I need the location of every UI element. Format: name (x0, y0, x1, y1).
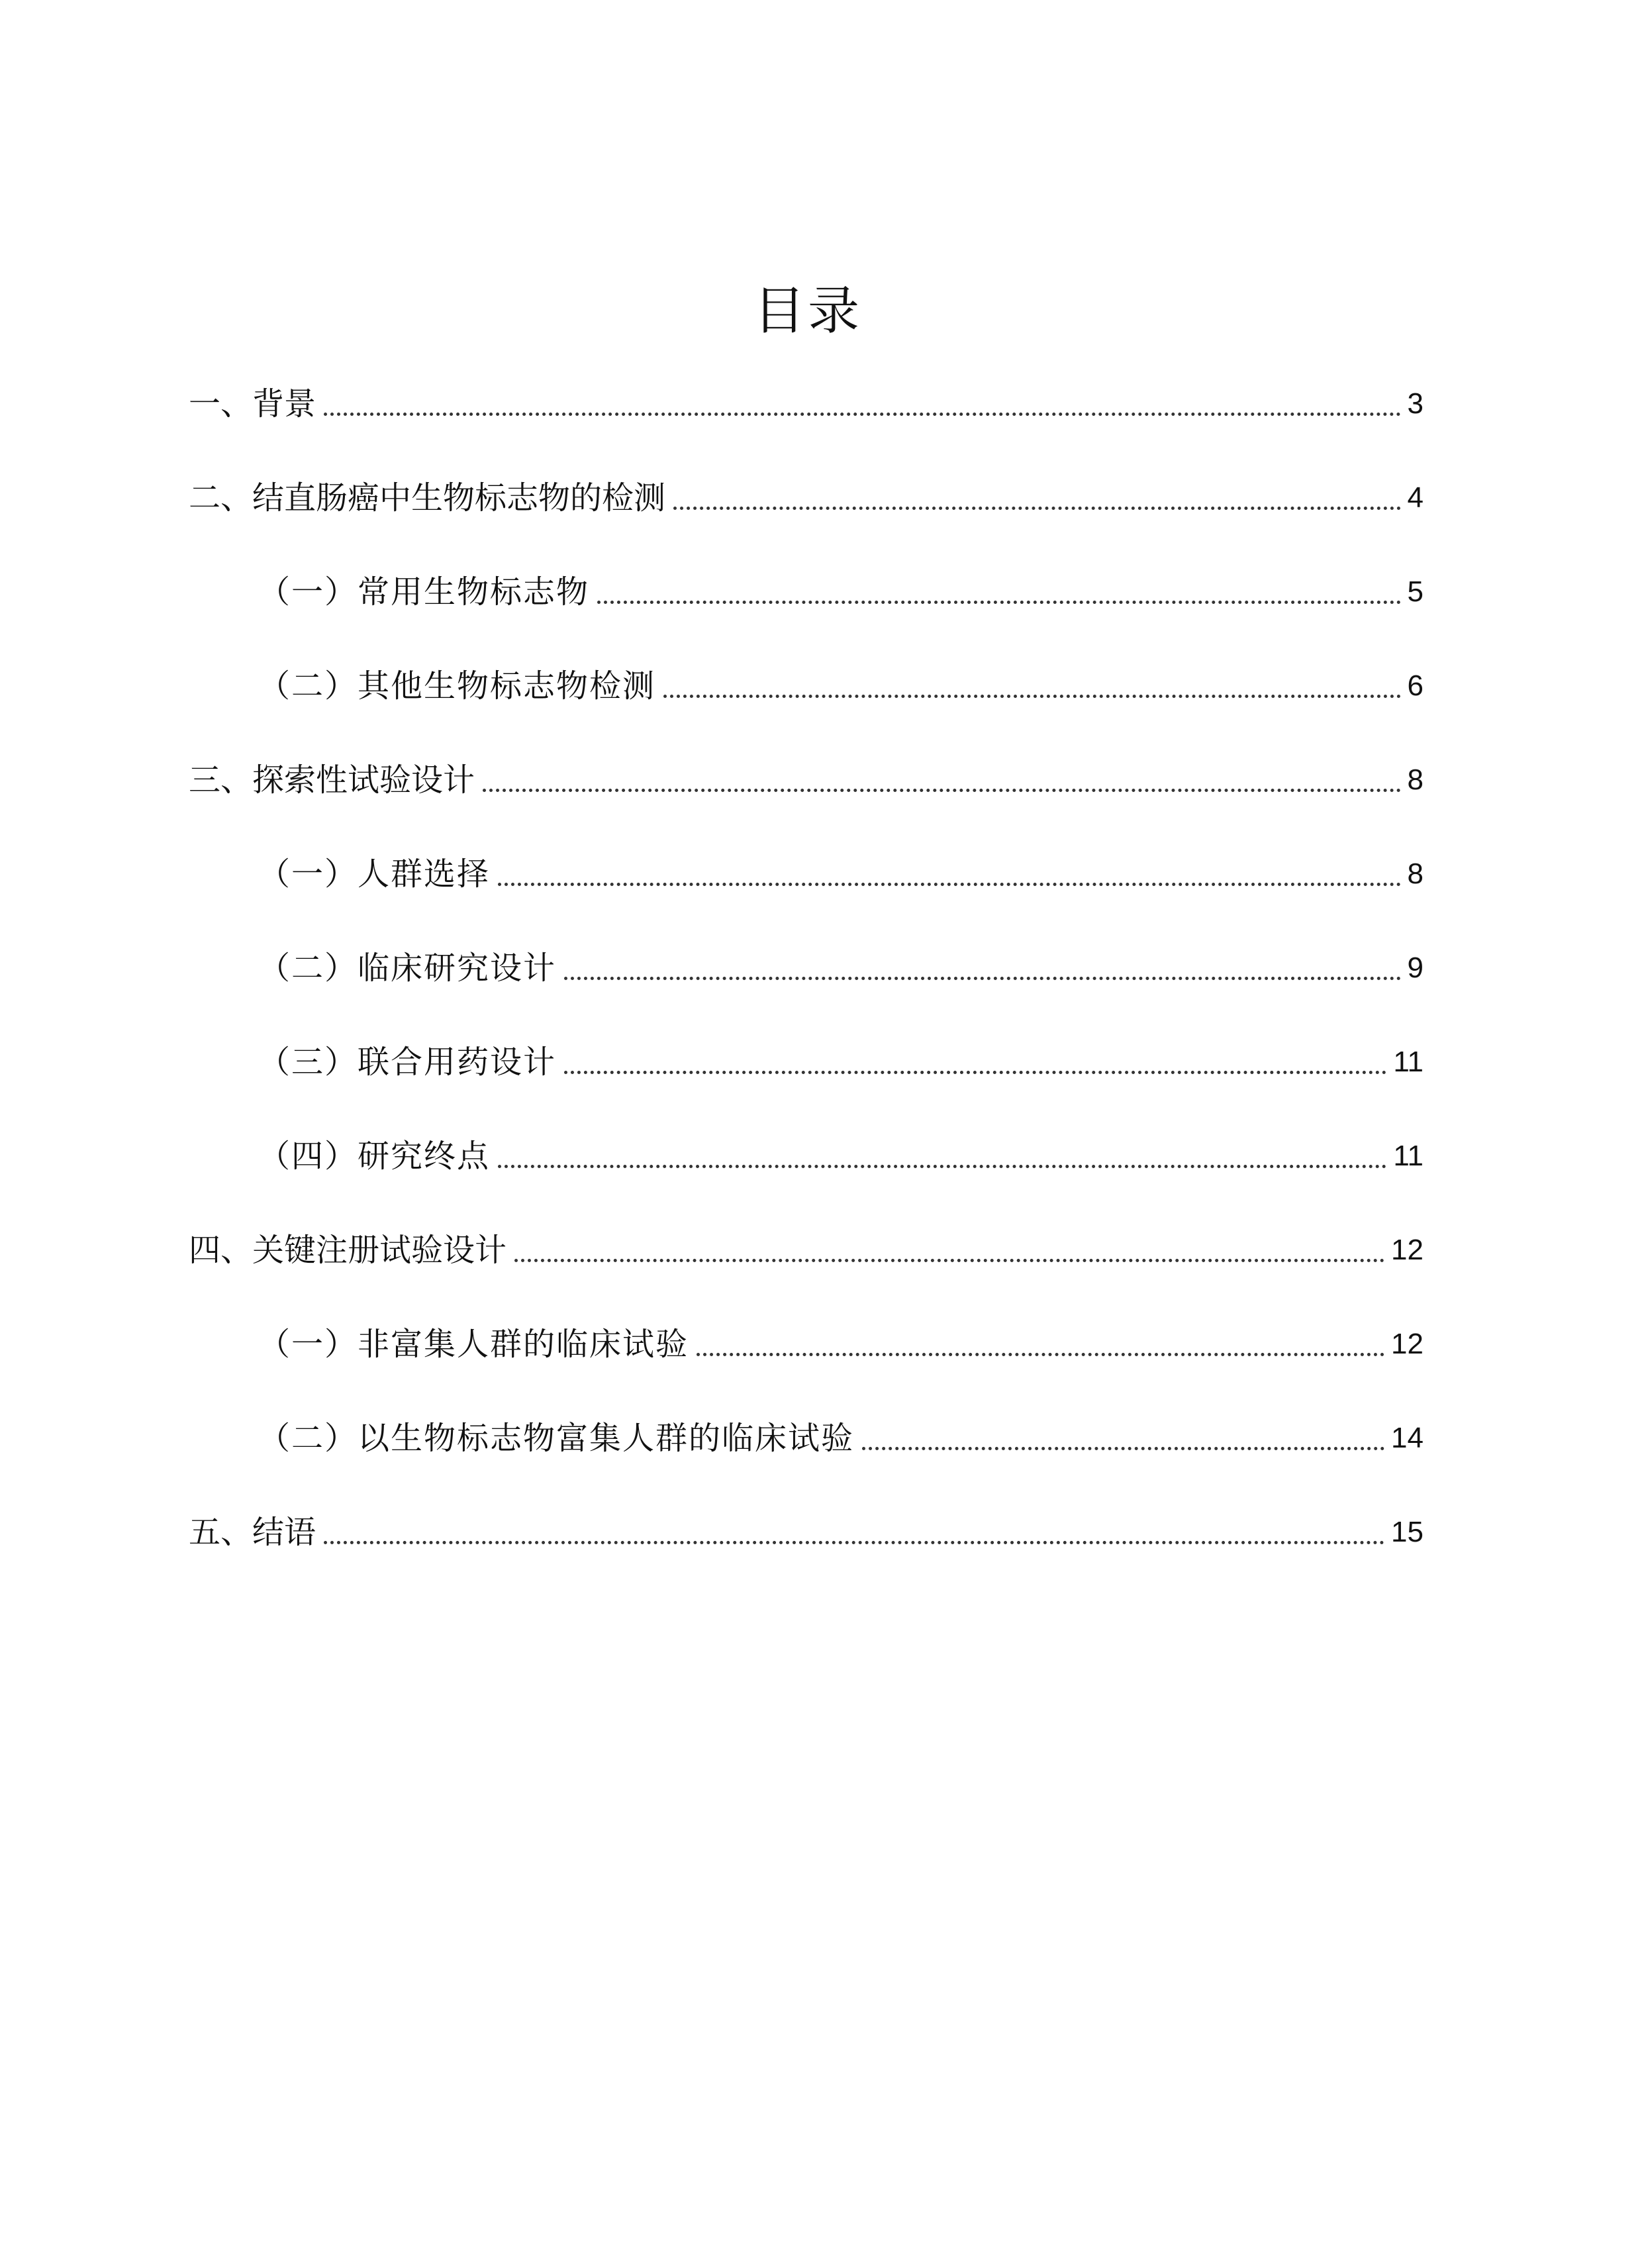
dot-leader (498, 1165, 1386, 1168)
toc-entry-label: （一）人群选择 (258, 856, 491, 893)
dot-leader (597, 601, 1401, 604)
toc-entry-page-number: 8 (1407, 858, 1424, 890)
toc-entry[interactable] (189, 1506, 1424, 1552)
toc-entry-page-number: 11 (1393, 1140, 1424, 1172)
dot-leader (514, 1259, 1384, 1262)
toc-entry-label: 二、结直肠癌中生物标志物的检测 (189, 479, 666, 517)
toc-entry[interactable] (258, 848, 1424, 894)
dot-leader (673, 507, 1401, 510)
toc-entry-label: （一）常用生物标志物 (258, 573, 590, 611)
toc-entry-page-number: 3 (1407, 387, 1424, 420)
toc-entry-label: 一、背景 (189, 385, 316, 422)
toc-entry[interactable] (258, 1318, 1424, 1364)
toc-entry[interactable] (189, 471, 1424, 518)
toc-entry-page-number: 14 (1391, 1422, 1424, 1454)
toc-entry[interactable] (189, 754, 1424, 800)
toc-entry-page-number: 11 (1393, 1046, 1424, 1078)
dot-leader (697, 1353, 1384, 1356)
toc-entry-label: 四、关键注册试验设计 (189, 1232, 507, 1269)
toc-entry-label: 三、探索性试验设计 (189, 762, 475, 799)
toc-entry-label: （一）非富集人群的临床试验 (258, 1326, 689, 1363)
toc-entry[interactable] (258, 1130, 1424, 1176)
toc-entry-page-number: 12 (1391, 1328, 1424, 1360)
toc-entry[interactable] (258, 566, 1424, 612)
toc-entry-label: （二）以生物标志物富集人群的临床试验 (258, 1420, 855, 1457)
toc-entry[interactable] (189, 1224, 1424, 1270)
toc-entry[interactable] (258, 1412, 1424, 1458)
toc-entry-page-number: 5 (1407, 575, 1424, 608)
dot-leader (564, 1071, 1386, 1074)
toc-entry[interactable] (189, 377, 1424, 424)
toc-entry-page-number: 4 (1407, 481, 1424, 514)
dot-leader (498, 883, 1401, 886)
dot-leader (483, 789, 1401, 792)
toc-entry[interactable] (258, 1036, 1424, 1082)
toc-entry-label: （四）研究终点 (258, 1138, 491, 1175)
toc-entry-label: （二）其他生物标志物检测 (258, 667, 656, 705)
toc-entry-page-number: 15 (1391, 1516, 1424, 1548)
toc-entry-page-number: 8 (1407, 764, 1424, 796)
toc-entry-page-number: 6 (1407, 669, 1424, 702)
toc-entry-label: 五、结语 (189, 1514, 316, 1551)
toc-entry-label: （二）临床研究设计 (258, 950, 557, 987)
toc-title: 目录 (753, 281, 862, 341)
dot-leader (324, 1541, 1384, 1544)
toc-entry-label: （三）联合用药设计 (258, 1044, 557, 1081)
toc-entry-page-number: 9 (1407, 952, 1424, 984)
toc-entry-page-number: 12 (1391, 1234, 1424, 1266)
dot-leader (324, 413, 1401, 416)
dot-leader (564, 977, 1401, 980)
dot-leader (862, 1447, 1384, 1450)
toc-entry[interactable] (258, 942, 1424, 988)
dot-leader (663, 695, 1401, 698)
toc-entry[interactable] (258, 660, 1424, 706)
